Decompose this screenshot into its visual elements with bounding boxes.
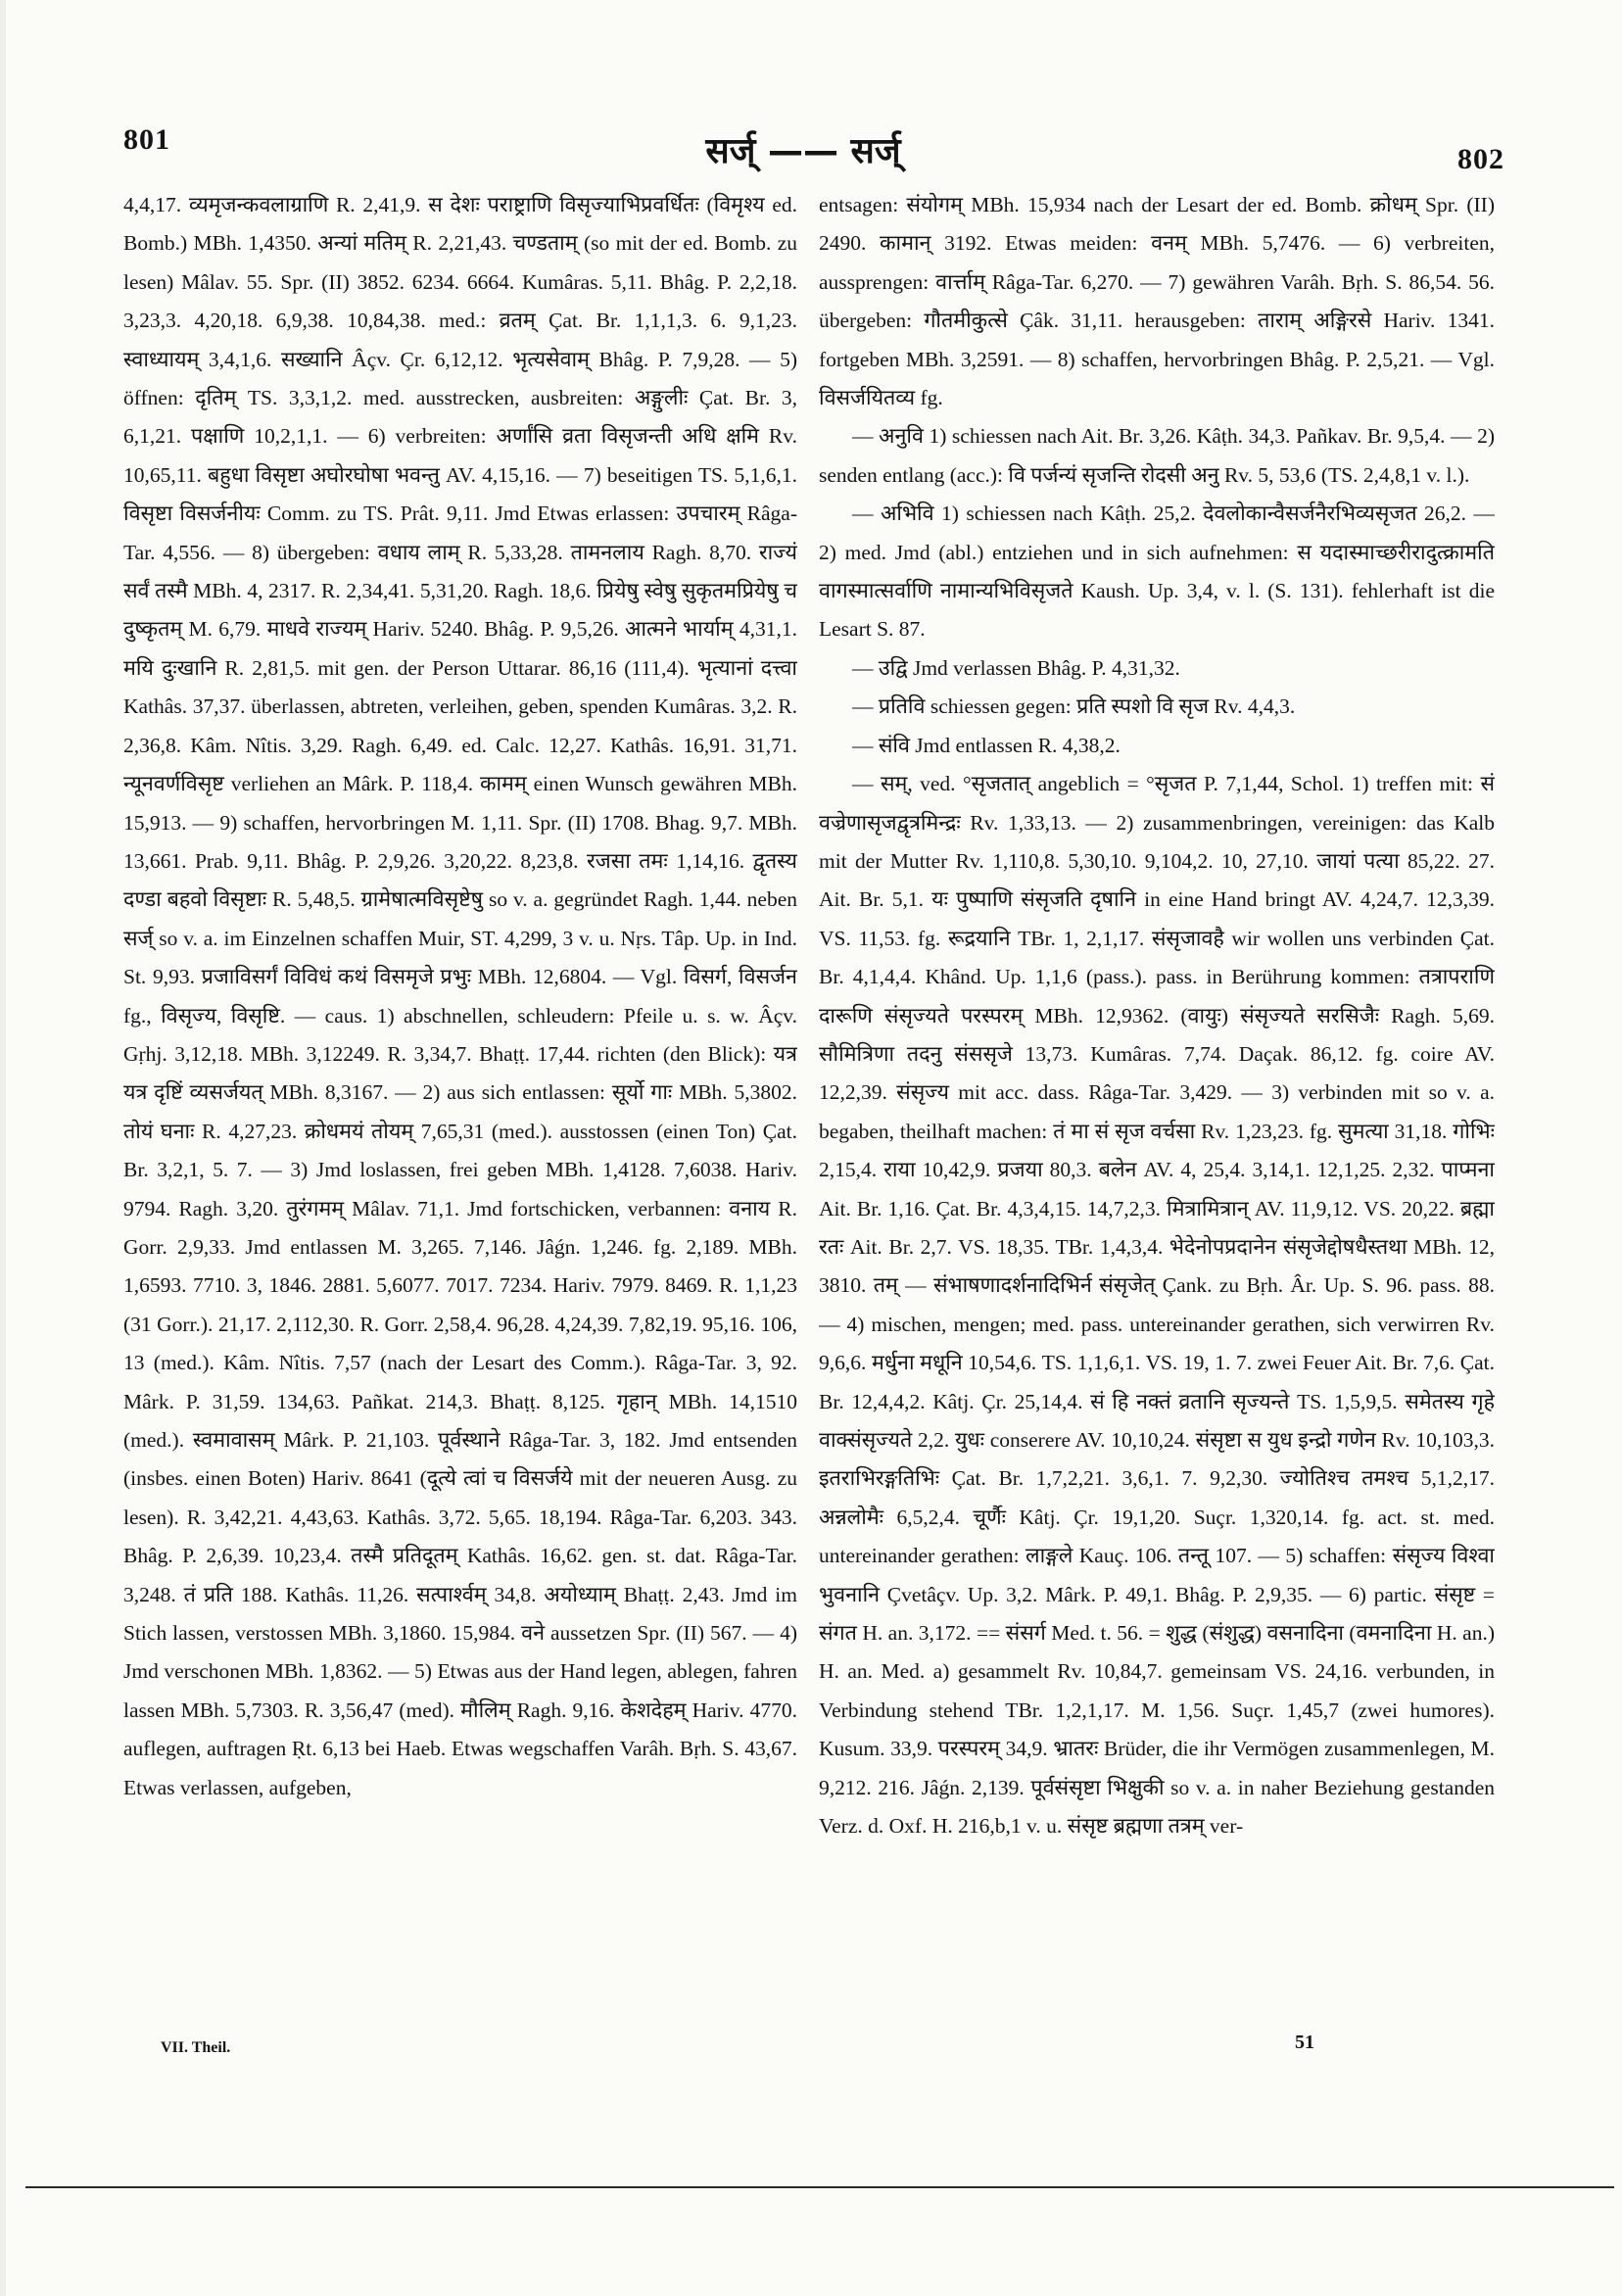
right-paragraph-1: entsagen: संयोगम् MBh. 15,934 nach der Lesart der ed. Bomb. क्रोधम् Spr. (II) 2490. कामान् 3192. Etwas meiden: वनम् MBh. 5,7476. — 6) verbreiten, aussprengen: वार्त्ताम् Râga-Tar. 6,270. — 7) gewähren Varâh. Bṛh. S. 86,54. 56. übergeben: गौतमीकुत्से Çâk. 31,11. herausgeben: ताराम् अङ्गिरसे Hariv. 1341. fortgeben MBh. 3,2591. — 8) schaffen, hervorbringen Bhâg. P. 2,5,21. — Vgl. विसर्जयितव्य fg.	[819, 193, 1495, 410]
right-paragraph-3: — अभिवि 1) schiessen nach Kâṭh. 25,2. देवलोकान्वैसर्जनैरभिव्यसृजत 26,2. — 2) med. Jmd (abl.) entziehen und in sich aufnehmen: स यदास्माच्छरीरादुत्क्रामति वागस्मात्सर्वाणि नामान्यभिविसृजते Kaush. Up. 3,4, v. l. (S. 131). fehlerhaft ist die Lesart S. 87.	[819, 502, 1495, 642]
page-number-left: 801	[123, 123, 170, 156]
right-paragraph-5: — प्रतिवि schiessen gegen: प्रति स्पशो वि सृज Rv. 4,4,3.	[852, 694, 1296, 719]
page-number-right: 802	[1457, 143, 1504, 175]
sheet-signature: 51	[1295, 2032, 1314, 2053]
right-paragraph-7: — सम्, ved. °सृजतात् angeblich = °सृजत P. 7,1,44, Schol. 1) treffen mit: सं वज्रेणासृजद्वृत्रमिन्द्रः Rv. 1,33,13. — 2) zusammenbringen, vereinigen: das Kalb mit der Mutter Rv. 1,110,8. 5,30,10. 9,104,2. 10, 27,10. जायां पत्या 85,22. 27. Ait. Br. 5,1. यः पुष्पाणि संसृजति दृषानि in eine Hand bringt AV. 4,24,7. 12,3,39. VS. 11,53. fg. रूद्रयानि TBr. 1, 2,1,17. संसृजावहै wir wollen uns verbinden Çat. Br. 4,1,4,4. Khând. Up. 1,1,6 (pass.). pass. in Berührung kommen: तत्रापराणि दारूणि संसृज्यते परस्परम् MBh. 12,9362. (वायुः) संसृज्यते सरसिजैः Ragh. 5,69. सौमित्रिणा तदनु संससृजे 13,73. Kumâras. 7,74. Daçak. 86,12. fg. coire AV. 12,2,39. संसृज्य mit acc. dass. Râga-Tar. 3,429. — 3) verbinden mit so v. a. begaben, theilhaft machen: तं मा सं सृज वर्चसा Rv. 1,23,23. fg. सुमत्या 31,18. गोभिः 2,15,4. राया 10,42,9. प्रजया 80,3. बलेन AV. 4, 25,4. 3,14,1. 12,1,25. 2,32. पाप्मना Ait. Br. 1,16. Çat. Br. 4,3,4,15. 14,7,2,3. मित्रामित्रान् AV. 11,9,12. VS. 20,22. ब्रह्मा रतः Ait. Br. 2,7. VS. 18,35. TBr. 1,4,3,4. भेदेनोपप्रदानेन संसृजेद्दोषधैस्तथा MBh. 12, 3810. तम् — संभाषणादर्शनादिभिर्न संसृजेत् Çank. zu Bṛh. Âr. Up. S. 96. pass. 88. — 4) mischen, mengen; med. pass. untereinander gerathen, sich verwirren Rv. 9,6,6. मर्धुना मधूनि 10,54,6. TS. 1,1,6,1. VS. 19, 1. 7. zwei Feuer Ait. Br. 7,6. Çat. Br. 12,4,4,2. Kâtj. Çr. 25,14,4. सं हि नक्तं व्रतानि सृज्यन्ते TS. 1,5,9,5. समेतस्य गृहे वाक्संसृज्यते 2,2. युधः conserere AV. 10,10,24. संसृष्टा स युध इन्द्रो गणेन Rv. 10,103,3. इतराभिरङ्गतिभिः Çat. Br. 1,7,2,21. 3,6,1. 7. 9,2,30. ज्योतिश्च तमश्च 5,1,2,17. अन्नलोमैः 6,5,2,4. चूर्णैः Kâtj. Çr. 19,1,20. Suçr. 1,320,14. fg. act. st. med. untereinander gerathen: लाङ्गले Kauç. 106. तन्तू 107. — 5) schaffen: संसृज्य विश्वा भुवनानि Çvetâçv. Up. 3,2. Mârk. P. 49,1. Bhâg. P. 2,9,35. — 6) partic. संसृष्ट = संगत H. an. 3,172. == संसर्ग Med. t. 56. = शुद्ध (संशुद्ध) वसनादिना (वमनादिना H. an.) H. an. Med. a) gesammelt Rv. 10,84,7. gemeinsam VS. 24,16. verbunden, in Verbindung stehend TBr. 1,2,1,17. M. 1,56. Suçr. 1,45,7 (zwei humores). Kusum. 33,9. परस्परम् 34,9. भ्रातरः Brüder, die ihr Vermögen zusammenlegen, M. 9,212. 216. Jâǵn. 2,139. पूर्वसंसृष्टा भिक्षुकी so v. a. in naher Beziehung gestanden Verz. d. Oxf. H. 216,b,1 v. u. संसृष्ट ब्रह्मणा तत्रम् ver-	[819, 772, 1495, 1839]
bottom-rule	[25, 2186, 1614, 2188]
running-headword: सर्ज् —— सर्ज्	[705, 131, 901, 171]
right-paragraph-4: — उद्वि Jmd verlassen Bhâg. P. 4,31,32.	[852, 655, 1180, 680]
left-paragraph-1: 4,4,17. व्यमृजन्कवलाग्राणि R. 2,41,9. स देशः पराष्ट्राणि विसृज्याभिप्रवर्धितः (विमृश्य ed. Bomb.) MBh. 1,4350. अन्यां मतिम् R. 2,21,43. चण्डताम् (so mit der ed. Bomb. zu lesen) Mâlav. 55. Spr. (II) 3852. 6234. 6664. Kumâras. 5,11. Bhâg. P. 2,2,18. 3,23,3. 4,20,18. 6,9,38. 10,84,38. med.: व्रतम् Çat. Br. 1,1,1,3. 6. 9,1,23. स्वाध्यायम् 3,4,1,6. सख्यानि Âçv. Çr. 6,12,12. भृत्यसेवाम् Bhâg. P. 7,9,28. — 5) öffnen: दृतिम् TS. 3,3,1,2. med. ausstrecken, ausbreiten: अङ्गुलीः Çat. Br. 3, 6,1,21. पक्षाणि 10,2,1,1. — 6) verbreiten: अर्णांसि व्रता विसृजन्ती अधि क्षमि Rv. 10,65,11. बहुधा विसृष्टा अघोरघोषा भवन्तु AV. 4,15,16. — 7) beseitigen TS. 5,1,6,1. विसृष्टा विसर्जनीयः Comm. zu TS. Prât. 9,11. Jmd Etwas erlassen: उपचारम् Râga-Tar. 4,556. — 8) übergeben: वधाय लाम् R. 5,33,28. तामनलाय Ragh. 8,70. राज्यं सर्वं तस्मै MBh. 4, 2317. R. 2,34,41. 5,31,20. Ragh. 18,6. प्रियेषु स्वेषु सुकृतमप्रियेषु च दुष्कृतम् M. 6,79. माधवे राज्यम् Hariv. 5240. Bhâg. P. 9,5,26. आत्मने भार्याम् 4,31,1. मयि दुःखानि R. 2,81,5. mit gen. der Person Uttarar. 86,16 (111,4). भृत्यानां दत्त्वा Kathâs. 37,37. überlassen, abtreten, verleihen, geben, spenden Kumâras. 3,2. R. 2,36,8. Kâm. Nîtis. 3,29. Ragh. 6,49. ed. Calc. 12,27. Kathâs. 16,91. 31,71. न्यूनवर्णविसृष्ट verliehen an Mârk. P. 118,4. कामम् einen Wunsch gewähren MBh. 15,913. — 9) schaffen, hervorbringen M. 1,11. Spr. (II) 1708. Bhag. 9,7. MBh. 13,661. Prab. 9,11. Bhâg. P. 2,9,26. 3,20,22. 8,23,8. रजसा तमः 1,14,16. द्वृतस्य दण्डा बहवो विसृष्टाः R. 5,48,5. ग्रामेषात्मविसृष्टेषु so v. a. gegründet Ragh. 1,44. neben सर्ज् so v. a. im Einzelnen schaffen Muir, ST. 4,299, 3 v. u. Nṛs. Tâp. Up. in Ind. St. 9,93. प्रजाविसर्गं विविधं कथं विसमृजे प्रभुः MBh. 12,6804. — Vgl. विसर्ग, विसर्जन fg., विसृज्य, विसृष्टि. — caus. 1) abschnellen, schleudern: Pfeile u. s. w. Âçv. Gṛhj. 3,12,18. MBh. 3,12249. R. 3,34,7. Bhaṭṭ. 17,44. richten (den Blick): यत्र यत्र दृष्टिं व्यसर्जयत् MBh. 8,3167. — 2) aus sich entlassen: सूर्यो गाः MBh. 5,3802. तोयं घनाः R. 4,27,23. क्रोधमयं तोयम् 7,65,31 (med.). ausstossen (einen Ton) Çat. Br. 3,2,1, 5. 7. — 3) Jmd loslassen, frei geben MBh. 1,4128. 7,6038. Hariv. 9794. Ragh. 3,20. तुरंगमम् Mâlav. 71,1. Jmd fortschicken, verbannen: वनाय R. Gorr. 2,9,33. Jmd entlassen M. 3,265. 7,146. Jâǵn. 1,246. fg. 2,189. MBh. 1,6593. 7710. 3, 1846. 2881. 5,6077. 7017. 7234. Hariv. 7979. 8469. R. 1,1,23 (31 Gorr.). 21,17. 2,112,30. R. Gorr. 2,58,4. 96,28. 4,24,39. 7,82,19. 95,16. 106, 13 (med.). Kâm. Nîtis. 7,57 (nach der Lesart des Comm.). Râga-Tar. 3, 92. Mârk. P. 31,59. 134,63. Pañkat. 214,3. Bhaṭṭ. 8,125. गृहान् MBh. 14,1510 (med.). स्वमावासम् Mârk. P. 21,103. पूर्वस्थाने Râga-Tar. 3, 182. Jmd entsenden (insbes. einen Boten) Hariv. 8641 (दूत्ये त्वां च विसर्जये mit der neueren Ausg. zu lesen). R. 3,42,21. 4,43,63. Kathâs. 3,72. 5,65. 18,194. Râga-Tar. 6,203. 343. Bhâg. P. 2,6,39. 10,23,4. तस्मै प्रतिदूतम् Kathâs. 16,62. gen. st. dat. Râga-Tar. 3,248. तं प्रति 188. Kathâs. 11,26. सत्पार्श्वम् 34,8. अयोध्याम् Bhaṭṭ. 2,43. Jmd im Stich lassen, verstossen MBh. 3,1860. 15,984. वने aussetzen Spr. (II) 567. — 4) Jmd verschonen MBh. 1,8362. — 5) Etwas aus der Hand legen, ablegen, fahren lassen MBh. 5,7303. R. 3,56,47 (med). मौलिम् Ragh. 9,16. केशदेहम् Hariv. 4770. auflegen, auftragen Ṛt. 6,13 bei Haeb. Etwas wegschaffen Varâh. Bṛh. S. 43,67. Etwas verlassen, aufgeben,	[123, 193, 797, 1799]
right-paragraph-6: — संवि Jmd entlassen R. 4,38,2.	[852, 733, 1121, 757]
right-column	[819, 186, 1495, 2002]
volume-signature: VII. Theil.	[161, 2039, 231, 2056]
right-paragraph-2: — अनुवि 1) schiessen nach Ait. Br. 3,26. Kâṭh. 34,3. Pañkav. Br. 9,5,4. — 2) senden entlang (acc.): वि पर्जन्यं सृजन्ति रोदसी अनु Rv. 5, 53,6 (TS. 2,4,8,1 v. l.).	[819, 424, 1495, 487]
left-column	[123, 186, 797, 2030]
scan-edge	[0, 0, 6, 2296]
